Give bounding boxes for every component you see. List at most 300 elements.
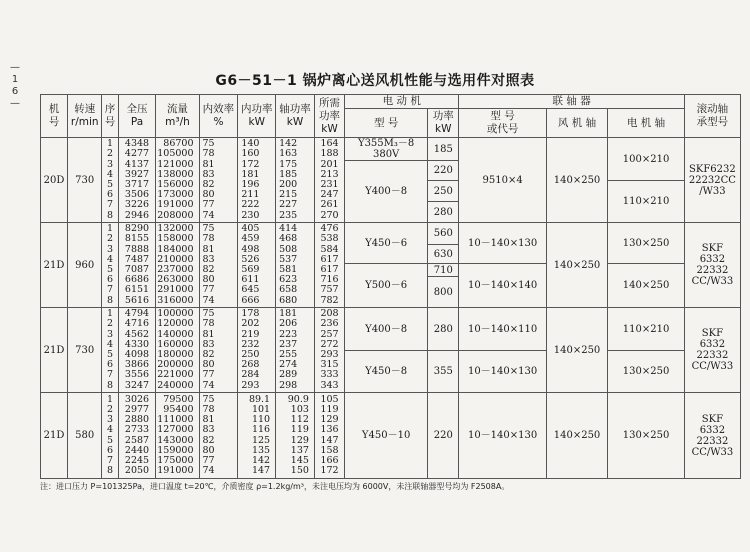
cell-value: 2440 <box>124 444 150 456</box>
cell-value: 476 <box>320 223 339 235</box>
cell-value: 81 <box>202 243 215 255</box>
cell-value: 200 <box>279 179 298 190</box>
cell-value: 293 <box>320 349 339 360</box>
cell-value: 150 <box>290 465 309 477</box>
cell-value: 250 <box>241 349 260 360</box>
cell-value: 3 <box>107 158 114 170</box>
cell-value: 289 <box>279 369 298 381</box>
cell-value: 414 <box>279 223 298 235</box>
cell-value: 89.1 <box>248 393 271 405</box>
cell-value: 268 <box>241 359 260 371</box>
cell-value: 231 <box>320 179 339 190</box>
cell-value: 6 <box>107 189 114 201</box>
cell-coupling-model: 10－140×130 <box>459 393 546 479</box>
cell-value: 83 <box>202 424 215 436</box>
cell-required-power <box>314 393 344 479</box>
cell-motor-type: Y450－10 <box>345 393 428 479</box>
header-coupling-group: 联 轴 器 <box>459 95 684 109</box>
cell-value: 298 <box>279 379 298 391</box>
cell-value: 75 <box>202 393 215 405</box>
cell-value: 611 <box>241 274 260 286</box>
cell-value: 75 <box>202 138 215 150</box>
cell-inner-power <box>238 308 276 393</box>
cell-model: 20D <box>41 138 68 223</box>
cell-value: 191000 <box>157 199 194 211</box>
cell-motor-shaft: 130×250 <box>608 223 685 264</box>
cell-value: 77 <box>202 454 215 466</box>
cell-value: 235 <box>279 209 298 221</box>
cell-value: 4348 <box>124 138 150 150</box>
cell-value: 468 <box>279 233 298 245</box>
cell-value: 2587 <box>124 434 150 446</box>
cell-value: 180000 <box>157 349 194 360</box>
cell-value: 78 <box>202 148 215 160</box>
cell-value: 80 <box>202 444 215 456</box>
cell-value: 140 <box>241 138 260 150</box>
cell-value: 8 <box>107 379 114 391</box>
cell-value: 3506 <box>124 189 150 201</box>
cell-value: 80 <box>202 189 215 201</box>
cell-value: 100000 <box>157 308 194 320</box>
header-speed: 转速 r/min <box>67 95 102 138</box>
cell-value: 2946 <box>124 209 150 221</box>
cell-inner-power <box>238 393 276 479</box>
cell-value: 81 <box>202 328 215 340</box>
cell-value: 4098 <box>124 349 150 360</box>
cell-value: 8 <box>107 465 114 477</box>
cell-value: 105 <box>320 393 339 405</box>
cell-value: 188 <box>320 148 339 160</box>
cell-value: 119 <box>320 403 339 415</box>
cell-value: 75 <box>202 223 215 235</box>
cell-inner-power <box>238 138 276 223</box>
cell-model: 21D <box>41 308 68 393</box>
cell-pressure <box>118 223 156 308</box>
cell-value: 508 <box>279 243 298 255</box>
cell-value: 255 <box>279 349 298 360</box>
cell-value: 112 <box>290 414 309 426</box>
cell-value: 222 <box>241 199 260 211</box>
header-required-power: 所需 功率 kW <box>314 95 344 138</box>
cell-value: 90.9 <box>287 393 309 405</box>
cell-value: 95400 <box>163 403 194 415</box>
cell-shaft-power <box>276 223 315 308</box>
cell-speed: 730 <box>67 308 102 393</box>
cell-value: 121000 <box>157 158 194 170</box>
cell-value: 160000 <box>157 338 194 350</box>
cell-value: 74 <box>202 465 215 477</box>
cell-motor-power: 355 <box>428 351 459 393</box>
header-coupling-model: 型 号 或代号 <box>459 109 546 138</box>
cell-value: 4 <box>107 424 114 436</box>
cell-value: 1 <box>107 223 114 235</box>
cell-value: 175000 <box>157 454 194 466</box>
cell-value: 145 <box>290 454 309 466</box>
cell-value: 405 <box>241 223 260 235</box>
cell-motor-shaft: 100×210 <box>608 138 685 181</box>
cell-efficiency <box>199 308 238 393</box>
cell-required-power <box>314 138 344 223</box>
cell-value: 257 <box>320 328 339 340</box>
cell-value: 223 <box>279 328 298 340</box>
cell-value: 2 <box>107 318 114 330</box>
footnote: 注：进口压力 P=101325Pa，进口温度 t=20℃，介质密度 ρ=1.2kg/m³，未注电压均为 6000V，未注联轴器型号均为 F2508A。 <box>40 482 510 491</box>
cell-value: 163 <box>279 148 298 160</box>
cell-efficiency <box>199 223 238 308</box>
cell-value: 623 <box>279 274 298 286</box>
cell-value: 129 <box>320 414 339 426</box>
cell-model: 21D <box>41 393 68 479</box>
cell-value: 142 <box>251 454 271 466</box>
cell-value: 4 <box>107 168 114 180</box>
cell-value: 2050 <box>124 465 150 477</box>
cell-value: 159000 <box>157 444 194 456</box>
cell-value: 74 <box>202 209 215 221</box>
cell-value: 293 <box>241 379 260 391</box>
cell-value: 213 <box>320 168 339 180</box>
cell-shaft-power <box>276 308 315 393</box>
cell-motor-shaft: 110×210 <box>608 308 685 351</box>
cell-motor-type: Y400－8 <box>345 161 428 223</box>
cell-value: 143000 <box>157 434 194 446</box>
header-inner-power: 内功率 kW <box>238 95 276 138</box>
cell-value: 172 <box>320 465 339 477</box>
cell-value: 206 <box>279 318 298 330</box>
cell-motor-type: Y450－8 <box>345 351 428 393</box>
header-shaft-power: 轴功率 kW <box>276 95 315 138</box>
cell-bearing: SKF6232 22232CC /W33 <box>684 138 740 223</box>
cell-value: 81 <box>202 158 215 170</box>
page-number: — 1 6 — <box>10 62 20 109</box>
cell-value: 4716 <box>124 318 150 330</box>
cell-motor-power: 220 <box>428 393 459 479</box>
cell-value: 74 <box>202 379 215 391</box>
cell-value: 569 <box>241 264 260 275</box>
cell-efficiency <box>199 138 238 223</box>
cell-value: 315 <box>320 359 339 371</box>
cell-value: 82 <box>202 434 215 446</box>
cell-value: 7888 <box>124 243 150 255</box>
header-fan-shaft: 风 机 轴 <box>546 109 607 138</box>
cell-value: 6 <box>107 444 114 456</box>
cell-motor-power: 185 <box>428 138 459 161</box>
cell-value: 263000 <box>157 274 194 286</box>
cell-motor-power: 280 <box>428 308 459 351</box>
cell-seq <box>102 223 118 308</box>
cell-value: 3226 <box>124 199 150 211</box>
cell-value: 164 <box>320 138 339 150</box>
cell-value: 316000 <box>157 294 194 306</box>
cell-value: 181 <box>279 308 298 320</box>
cell-value: 81 <box>202 414 215 426</box>
cell-fan-shaft: 140×250 <box>546 393 607 479</box>
cell-pressure <box>118 393 156 479</box>
cell-value: 3 <box>107 328 114 340</box>
cell-value: 196 <box>241 179 260 190</box>
cell-value: 135 <box>251 444 271 456</box>
cell-value: 4562 <box>124 328 150 340</box>
cell-value: 80 <box>202 359 215 371</box>
cell-value: 5 <box>107 179 114 190</box>
cell-motor-shaft: 130×250 <box>608 351 685 393</box>
cell-value: 78 <box>202 318 215 330</box>
cell-value: 3026 <box>124 393 150 405</box>
cell-value: 8290 <box>124 223 150 235</box>
cell-value: 101 <box>251 403 271 415</box>
cell-value: 2245 <box>124 454 150 466</box>
cell-flow <box>156 223 199 308</box>
fan-performance-table <box>40 94 741 479</box>
cell-value: 6 <box>107 359 114 371</box>
cell-value: 1 <box>107 393 114 405</box>
cell-value: 103 <box>290 403 309 415</box>
cell-value: 132000 <box>157 223 194 235</box>
cell-value: 82 <box>202 179 215 190</box>
cell-value: 617 <box>320 264 339 275</box>
cell-motor-power: 560 <box>428 223 459 245</box>
cell-value: 272 <box>320 338 339 350</box>
cell-value: 75 <box>202 308 215 320</box>
cell-value: 208000 <box>157 209 194 221</box>
cell-motor-type: Y500－6 <box>345 264 428 308</box>
cell-shaft-power <box>276 393 315 479</box>
cell-speed: 730 <box>67 138 102 223</box>
cell-value: 111000 <box>157 414 194 426</box>
cell-value: 291000 <box>157 284 194 296</box>
cell-value: 537 <box>279 253 298 265</box>
cell-motor-type: Y450－6 <box>345 223 428 264</box>
cell-value: 6151 <box>124 284 150 296</box>
cell-value: 2 <box>107 233 114 245</box>
cell-required-power <box>314 308 344 393</box>
cell-bearing: SKF 6332 22332 CC/W33 <box>684 308 740 393</box>
cell-coupling-model: 10－140×110 <box>459 308 546 351</box>
cell-value: 120000 <box>157 318 194 330</box>
cell-value: 240000 <box>157 379 194 391</box>
table-row <box>41 223 741 245</box>
cell-value: 538 <box>320 233 339 245</box>
cell-value: 116 <box>251 424 271 436</box>
cell-value: 221000 <box>157 369 194 381</box>
cell-value: 666 <box>241 294 260 306</box>
cell-value: 178 <box>241 308 260 320</box>
cell-value: 7 <box>107 199 114 211</box>
cell-value: 343 <box>320 379 339 391</box>
cell-value: 581 <box>279 264 298 275</box>
cell-value: 127000 <box>157 424 194 436</box>
cell-value: 119 <box>290 424 309 436</box>
cell-motor-power: 250 <box>428 181 459 202</box>
cell-value: 200000 <box>157 359 194 371</box>
cell-value: 86700 <box>163 138 194 150</box>
cell-value: 274 <box>279 359 298 371</box>
cell-value: 757 <box>320 284 339 296</box>
cell-coupling-model: 10－140×130 <box>459 223 546 264</box>
cell-bearing: SKF 6332 22332 CC/W33 <box>684 393 740 479</box>
cell-value: 83 <box>202 168 215 180</box>
cell-value: 284 <box>241 369 260 381</box>
header-motor-type: 型 号 <box>345 109 428 138</box>
cell-motor-power: 800 <box>428 277 459 308</box>
cell-value: 2880 <box>124 414 150 426</box>
cell-value: 4794 <box>124 308 150 320</box>
cell-value: 2977 <box>124 403 150 415</box>
cell-pressure <box>118 138 156 223</box>
cell-seq <box>102 138 118 223</box>
cell-value: 219 <box>241 328 260 340</box>
cell-value: 82 <box>202 264 215 275</box>
cell-seq <box>102 393 118 479</box>
cell-value: 5 <box>107 264 114 275</box>
cell-value: 158000 <box>157 233 194 245</box>
cell-value: 210000 <box>157 253 194 265</box>
cell-value: 8 <box>107 294 114 306</box>
cell-value: 78 <box>202 233 215 245</box>
cell-motor-power: 710 <box>428 264 459 277</box>
cell-value: 237000 <box>157 264 194 275</box>
cell-motor-power: 280 <box>428 202 459 223</box>
cell-value: 658 <box>279 284 298 296</box>
cell-value: 173000 <box>157 189 194 201</box>
cell-fan-shaft: 140×250 <box>546 308 607 393</box>
cell-value: 4277 <box>124 148 150 160</box>
cell-value: 782 <box>320 294 339 306</box>
cell-value: 137 <box>290 444 309 456</box>
table-row <box>41 138 741 161</box>
header-model: 机 号 <box>41 95 68 138</box>
header-efficiency: 内效率 % <box>199 95 238 138</box>
cell-value: 4137 <box>124 158 150 170</box>
cell-value: 125 <box>251 434 271 446</box>
cell-value: 3 <box>107 243 114 255</box>
cell-coupling-model: 9510×4 <box>459 138 546 223</box>
cell-value: 136 <box>320 424 339 436</box>
cell-motor-power: 630 <box>428 245 459 264</box>
cell-value: 237 <box>279 338 298 350</box>
cell-seq <box>102 308 118 393</box>
cell-value: 147 <box>320 434 339 446</box>
cell-value: 230 <box>241 209 260 221</box>
cell-value: 4330 <box>124 338 150 350</box>
cell-value: 5 <box>107 434 114 446</box>
cell-value: 138000 <box>157 168 194 180</box>
cell-value: 3927 <box>124 168 150 180</box>
header-bearing: 滚动轴 承型号 <box>684 95 740 138</box>
cell-value: 526 <box>241 253 260 265</box>
cell-value: 202 <box>241 318 260 330</box>
cell-efficiency <box>199 393 238 479</box>
cell-value: 2 <box>107 403 114 415</box>
cell-motor-shaft: 140×250 <box>608 264 685 308</box>
cell-value: 156000 <box>157 179 194 190</box>
cell-value: 83 <box>202 338 215 350</box>
cell-value: 211 <box>241 189 260 201</box>
cell-value: 6686 <box>124 274 150 286</box>
cell-value: 129 <box>290 434 309 446</box>
cell-value: 147 <box>251 465 271 477</box>
cell-value: 140000 <box>157 328 194 340</box>
cell-value: 160 <box>241 148 260 160</box>
header-motor-shaft: 电 机 轴 <box>608 109 685 138</box>
cell-value: 716 <box>320 274 339 286</box>
cell-value: 77 <box>202 369 215 381</box>
cell-value: 227 <box>279 199 298 211</box>
cell-value: 2 <box>107 148 114 160</box>
cell-bearing: SKF 6332 22332 CC/W33 <box>684 223 740 308</box>
cell-value: 184000 <box>157 243 194 255</box>
cell-value: 110 <box>251 414 271 426</box>
cell-value: 459 <box>241 233 260 245</box>
cell-speed: 960 <box>67 223 102 308</box>
cell-motor-type: Y400－8 <box>345 308 428 351</box>
cell-value: 74 <box>202 294 215 306</box>
header-flow: 流量 m³/h <box>156 95 199 138</box>
cell-motor-power: 220 <box>428 161 459 181</box>
cell-value: 3 <box>107 414 114 426</box>
cell-value: 4 <box>107 338 114 350</box>
cell-value: 8155 <box>124 233 150 245</box>
cell-value: 3866 <box>124 359 150 371</box>
cell-motor-type: Y355M₃－8 380V <box>345 138 428 161</box>
cell-coupling-model: 10－140×140 <box>459 264 546 308</box>
cell-value: 236 <box>320 318 339 330</box>
cell-value: 1 <box>107 138 114 150</box>
cell-value: 82 <box>202 349 215 360</box>
cell-value: 7087 <box>124 264 150 275</box>
cell-value: 333 <box>320 369 339 381</box>
cell-value: 7 <box>107 369 114 381</box>
cell-value: 79500 <box>163 393 194 405</box>
cell-flow <box>156 138 199 223</box>
cell-value: 261 <box>320 199 339 211</box>
cell-speed: 580 <box>67 393 102 479</box>
cell-value: 166 <box>320 454 339 466</box>
cell-fan-shaft: 140×250 <box>546 223 607 308</box>
cell-value: 584 <box>320 243 339 255</box>
cell-motor-shaft: 110×210 <box>608 181 685 223</box>
cell-motor-shaft: 130×250 <box>608 393 685 479</box>
header-seq: 序 号 <box>102 95 118 138</box>
cell-shaft-power <box>276 138 315 223</box>
cell-flow <box>156 308 199 393</box>
cell-value: 3556 <box>124 369 150 381</box>
cell-value: 6 <box>107 274 114 286</box>
cell-value: 498 <box>241 243 260 255</box>
cell-value: 2733 <box>124 424 150 436</box>
table-row <box>41 308 741 351</box>
header-pressure: 全压 Pa <box>118 95 156 138</box>
cell-value: 7487 <box>124 253 150 265</box>
cell-model: 21D <box>41 223 68 308</box>
cell-value: 175 <box>279 158 298 170</box>
cell-value: 191000 <box>157 465 194 477</box>
cell-coupling-model: 10－140×130 <box>459 351 546 393</box>
cell-value: 5616 <box>124 294 150 306</box>
cell-value: 617 <box>320 253 339 265</box>
cell-value: 3247 <box>124 379 150 391</box>
cell-value: 232 <box>241 338 260 350</box>
cell-value: 7 <box>107 454 114 466</box>
cell-value: 4 <box>107 253 114 265</box>
cell-value: 142 <box>279 138 298 150</box>
cell-value: 270 <box>320 209 339 221</box>
cell-fan-shaft: 140×250 <box>546 138 607 223</box>
cell-value: 5 <box>107 349 114 360</box>
cell-value: 1 <box>107 308 114 320</box>
cell-value: 8 <box>107 209 114 221</box>
cell-value: 208 <box>320 308 339 320</box>
cell-value: 158 <box>320 444 339 456</box>
